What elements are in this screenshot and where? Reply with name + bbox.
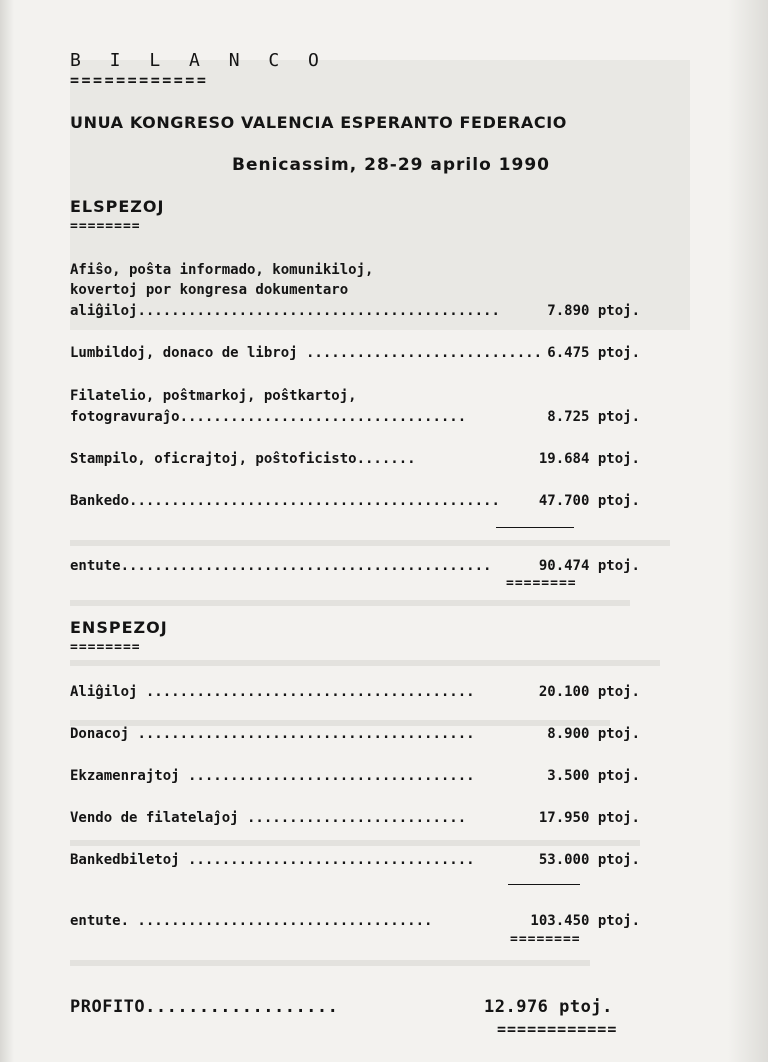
expense-label: Lumbildoj, donaco de libroj — [70, 345, 298, 361]
income-amount: 3.500 ptoj. — [547, 768, 640, 784]
expense-amount: 19.684 ptoj. — [538, 451, 640, 467]
total-label: entute — [70, 558, 121, 574]
sum-rule — [508, 884, 580, 885]
income-amount: 8.900 ptoj. — [547, 726, 640, 742]
bleed-through-text — [70, 600, 630, 606]
organization-name: UNUA KONGRESO VALENCIA ESPERANTO FEDERACIO — [70, 113, 567, 132]
page-shadow-right — [728, 0, 768, 1062]
expense-row: Bankedo............................................ 47.700 ptoj. — [70, 493, 640, 509]
expense-row: Stampilo, oficrajtoj, poŝtoficisto....... 19.684 ptoj. — [70, 451, 640, 467]
profit-amount: 12.976 ptoj. — [484, 997, 613, 1017]
expense-label: aliĝiloj — [70, 303, 138, 319]
expense-label: Bankedo — [70, 493, 130, 509]
bleed-through-text — [70, 960, 590, 966]
income-row: Vendo de filatelaĵoj .......................... 17.950 ptoj. — [70, 810, 640, 826]
income-label: Bankedbiletoj — [70, 852, 180, 868]
total-underline: ======== — [510, 932, 581, 947]
income-amount: 17.950 ptoj. — [538, 810, 640, 826]
bleed-through-text — [70, 540, 670, 546]
profit-label: PROFITO — [70, 997, 146, 1017]
expense-line — [70, 262, 640, 278]
expense-label: fotogravuraĵo — [70, 409, 180, 425]
income-row: Aliĝiloj ....................................... 20.100 ptoj. — [70, 684, 640, 700]
event-place-date: Benicassim, 28-29 aprilo 1990 — [232, 155, 550, 175]
profit-underline: ============ — [497, 1020, 618, 1038]
expense-amount: 7.890 ptoj. — [547, 303, 640, 319]
page-shadow-left — [0, 0, 14, 1062]
expense-label: kovertoj por kongresa dokumentaro — [70, 282, 349, 298]
sum-rule — [496, 527, 574, 528]
income-heading: ENSPEZOJ — [70, 618, 168, 637]
total-underline: ======== — [506, 576, 577, 591]
expense-amount: 6.475 ptoj. — [547, 345, 640, 361]
expense-row: aliĝiloj........................................... 7.890 ptoj. — [70, 303, 640, 319]
bleed-through-text — [70, 660, 660, 666]
total-label: entute — [70, 913, 121, 929]
bleed-through-text — [70, 840, 640, 846]
document-title: B I L A N C O — [70, 50, 328, 71]
income-amount: 20.100 ptoj. — [538, 684, 640, 700]
profit-row: PROFITO.................. — [70, 997, 339, 1017]
expense-amount: 8.725 ptoj. — [547, 409, 640, 425]
expense-row: fotogravuraĵo.................................. 8.725 ptoj. — [70, 409, 640, 425]
income-row: Ekzamenrajtoj .................................. 3.500 ptoj. — [70, 768, 640, 784]
income-total-row: entute. ................................... 103.450 ptoj. — [70, 913, 640, 929]
expense-label: Stampilo, oficrajtoj, poŝtoficisto — [70, 451, 357, 467]
total-amount: 90.474 ptoj. — [538, 558, 640, 574]
title-underline: ============ — [70, 71, 209, 89]
expense-amount: 47.700 ptoj. — [538, 493, 640, 509]
income-amount: 53.000 ptoj. — [538, 852, 640, 868]
expense-label: Filatelio, poŝtmarkoj, poŝtkartoj, — [70, 388, 357, 404]
income-label: Donacoj — [70, 726, 130, 742]
income-label: Vendo de filatelaĵoj — [70, 810, 239, 826]
expenses-heading: ELSPEZOJ — [70, 197, 165, 216]
expense-label: Afiŝo, poŝta informado, komunikiloj, — [70, 262, 374, 278]
income-heading-underline: ======== — [70, 640, 141, 655]
expenses-heading-underline: ======== — [70, 219, 141, 234]
expense-row: Lumbildoj, donaco de libroj ............................ 6.475 ptoj. — [70, 345, 640, 361]
income-label: Aliĝiloj — [70, 684, 138, 700]
income-row: Bankedbiletoj .................................. 53.000 ptoj. — [70, 852, 640, 868]
expense-line — [70, 282, 640, 298]
expense-line — [70, 388, 640, 404]
total-amount: 103.450 ptoj. — [530, 913, 640, 929]
income-row: Donacoj ........................................ 8.900 ptoj. — [70, 726, 640, 742]
income-label: Ekzamenrajtoj — [70, 768, 180, 784]
expense-total-row: entute............................................ 90.474 ptoj. — [70, 558, 640, 574]
